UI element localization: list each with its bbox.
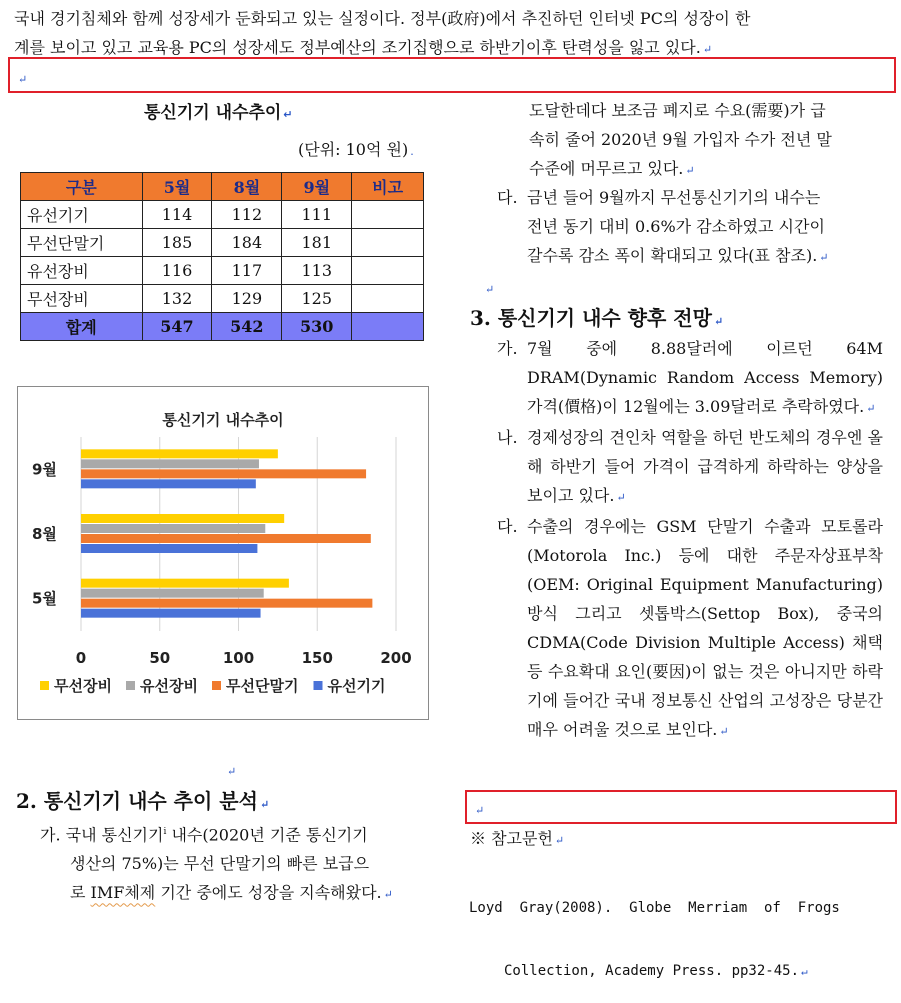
table-cell: 113 <box>282 257 352 285</box>
section-3-list <box>497 334 883 746</box>
intro-paragraph <box>14 4 886 64</box>
empty-paragraph-highlight[interactable] <box>465 790 897 824</box>
right-continuation: 도달한데다 보조금 폐지로 수요(需要)가 급 속히 줄어 2020년 9월 가입자 수가 전년 말 수준에 머무르고 있다. ↵ <box>529 96 883 185</box>
table-row <box>21 285 424 313</box>
table-cell: 125 <box>282 285 352 313</box>
legend-swatch <box>126 681 135 690</box>
x-tick-label: 100 <box>222 649 255 667</box>
table-cell <box>352 257 424 285</box>
table-row <box>21 229 424 257</box>
section-3-item-ga: 가. 7월 중에 8.88달러에 이르던 64M DRAM(Dynamic Random Access Memory) 가격(價格)이 12월에는 3.09달러로 추락하였다. ↵ <box>497 334 883 423</box>
table-cell: 542 <box>212 313 282 341</box>
table-cell: 합계 <box>21 313 143 341</box>
table-header-cell: 9월 <box>282 173 352 201</box>
list-marker: 가. <box>497 339 518 358</box>
table-total-row <box>21 313 424 341</box>
table-cell: 무선단말기 <box>21 229 143 257</box>
chart-title: 통신기기 내수추이 <box>162 411 284 429</box>
references-heading: ※ 참고문헌 ↵ <box>470 829 565 848</box>
chart-svg <box>18 387 428 719</box>
item-text: 기간 중에도 성장을 지속해왔다. <box>155 883 382 903</box>
x-tick-label: 200 <box>380 649 412 667</box>
table-title-text: 통신기기 내수추이 <box>144 103 282 123</box>
list-marker: 다. <box>497 517 518 536</box>
table-cell: 112 <box>212 201 282 229</box>
table-cell: 무선장비 <box>21 285 143 313</box>
item-body: 금년 들어 9월까지 무선통신기기의 내수는 전년 동기 대비 0.6%가 감소하였고 시간이 갈수록 감소 폭이 확대되고 있다(표 참조). ↵ <box>527 183 887 272</box>
table-cell: 185 <box>142 229 212 257</box>
table-row <box>21 257 424 285</box>
chart-bar <box>81 459 259 468</box>
section-3-heading-text: 3. 통신기기 내수 향후 전망 <box>470 306 712 330</box>
table-header-cell: 구분 <box>21 173 143 201</box>
legend-label: 무선단말기 <box>226 677 299 695</box>
chart-bar <box>81 609 261 618</box>
legend-label: 유선장비 <box>140 677 198 695</box>
table-cell: 181 <box>282 229 352 257</box>
table-cell: 114 <box>142 201 212 229</box>
reference-entry: Loyd Gray(2008). Globe Merriam of Frogs Collection, Academy Press. pp32-45. ↵ <box>469 900 840 979</box>
legend-swatch <box>212 681 221 690</box>
paragraph-mark-icon: ↵ <box>18 73 28 86</box>
bar-chart[interactable] <box>17 386 429 720</box>
table-cell: 129 <box>212 285 282 313</box>
chart-bar <box>81 479 256 488</box>
table-cell: 530 <box>282 313 352 341</box>
section-2-heading-text: 2. 통신기기 내수 추이 분석 <box>16 789 258 813</box>
y-category-label: 8월 <box>32 525 57 543</box>
section-2-heading: 2. 통신기기 내수 추이 분석 ↵ <box>16 789 270 813</box>
table-cell <box>352 229 424 257</box>
table-header-cell: 비고 <box>352 173 424 201</box>
list-marker: 다. <box>497 188 518 207</box>
section-3-item-na: 나. 경제성장의 견인차 역할을 하던 반도체의 경우엔 올해 하반기 들어 가격이 급격하게 하락하는 양상을 보이고 있다. ↵ <box>497 423 883 512</box>
item-text: 생산의 75%)는 무선 단말기의 빠른 보급으 <box>70 854 370 874</box>
table-cell <box>352 201 424 229</box>
item-text: 국내 통신기기 <box>65 825 164 845</box>
section-3-item-da: 다. 수출의 경우에는 GSM 단말기 수출과 모토롤라(Motorola Inc.) 등에 대한 주문자상표부착(OEM: Original Equipment Manufacturing) 방식 그리고 셋톱박스(Settop Box), 중국의 CDMA(Code Division Multiple Access) 채택 등 수요확대 요인(要因)이 없는 것은 아니지만 하락기에 들어간 국내 정보통신 산업의 고성장은 당분간 매우 어려울 것으로 보인다. ↵ <box>497 512 883 746</box>
y-category-label: 5월 <box>32 589 57 608</box>
spell-flagged-word: IMF체제 <box>90 883 156 903</box>
item-text: 전년 동기 대비 0.6%가 감소하였고 시간이 <box>527 217 825 236</box>
item-text: 7월 중에 8.88달러에 이르던 64M DRAM(Dynamic Random Access Memory) 가격(價格)이 12월에는 3.09달러로 추락하였다. <box>527 339 883 416</box>
paragraph-mark-icon: ↵ <box>485 283 495 296</box>
table-unit-text: (단위: 10억 원) <box>298 140 409 159</box>
chart-bar <box>81 449 278 458</box>
table-cell: 유선기기 <box>21 201 143 229</box>
item-text: 도달한데다 보조금 폐지로 수요(需要)가 급 <box>529 101 826 120</box>
table-cell: 116 <box>142 257 212 285</box>
table-cell: 117 <box>212 257 282 285</box>
reference-line: Loyd Gray(2008). Globe Merriam of Frogs <box>469 900 840 916</box>
item-text: 로 <box>70 883 91 903</box>
table-unit: (단위: 10억 원) . <box>298 140 414 159</box>
item-text: 금년 들어 9월까지 무선통신기기의 내수는 <box>527 188 821 207</box>
intro-line-2: 계를 보이고 있고 교육용 PC의 성장세도 정부예산의 조기집행으로 하반기이후 탄력성을 잃고 있다. <box>14 38 701 57</box>
y-category-label: 9월 <box>32 460 57 479</box>
chart-bar <box>81 534 371 543</box>
table-cell <box>352 285 424 313</box>
item-text: 경제성장의 견인차 역할을 하던 반도체의 경우엔 올해 하반기 들어 가격이 급격하게 하락하는 양상을 보이고 있다. <box>527 428 883 505</box>
intro-line-1: 국내 경기침체와 함께 성장세가 둔화되고 있는 실정이다. 정부(政府)에서 추진하던 인터넷 PC의 성장이 한 <box>14 9 751 28</box>
x-tick-label: 50 <box>149 649 171 667</box>
table-cell: 111 <box>282 201 352 229</box>
item-text-line: 로 IMF체제 기간 중에도 성장을 지속해왔다. ↵ <box>70 883 393 903</box>
chart-bar <box>81 599 372 608</box>
x-tick-label: 150 <box>301 649 333 667</box>
list-marker: 가. <box>40 825 61 845</box>
reference-line: Collection, Academy Press. pp32-45. <box>504 963 800 979</box>
paragraph-mark-icon: ↵ <box>475 804 485 817</box>
footnote-ref[interactable]: i <box>163 827 167 837</box>
references-heading-text: ※ 참고문헌 <box>470 829 553 848</box>
chart-bar <box>81 469 366 478</box>
empty-paragraph-highlight[interactable] <box>8 57 896 93</box>
section-3-heading: 3. 통신기기 내수 향후 전망 ↵ <box>470 306 724 330</box>
legend-swatch <box>314 681 323 690</box>
table-title: 통신기기 내수추이 ↵ <box>144 103 293 123</box>
table-header-row <box>21 173 424 201</box>
right-item-da-1 <box>497 183 887 272</box>
list-marker: 나. <box>497 428 518 447</box>
legend-label: 무선장비 <box>54 677 112 695</box>
chart-bar <box>81 524 265 533</box>
table-cell: 547 <box>142 313 212 341</box>
table-row <box>21 201 424 229</box>
table-cell: 184 <box>212 229 282 257</box>
legend-label: 유선기기 <box>327 677 386 695</box>
chart-bar <box>81 514 284 523</box>
table-header-cell: 5월 <box>142 173 212 201</box>
table-cell: 132 <box>142 285 212 313</box>
chart-bar <box>81 544 257 553</box>
legend-swatch <box>40 681 49 690</box>
chart-bar <box>81 589 264 598</box>
table-header-cell: 8월 <box>212 173 282 201</box>
paragraph-mark-icon: ↵ <box>702 43 713 56</box>
item-text: 내수(2020년 기준 통신기기 <box>166 825 368 845</box>
item-text: 수출의 경우에는 GSM 단말기 수출과 모토롤라(Motorola Inc.) 등에 대한 주문자상표부착(OEM: Original Equipment Manufacturing) 방식 그리고 셋톱박스(Settop Box), 중국의 CDMA(Code Division Multiple Access) 채택 등 수요확대 요인(要因)이 없는 것은 아니지만 하락기에 들어간 국내 정보통신 산업의 고성장은 당분간 매우 어려울 것으로 보인다. <box>527 517 883 739</box>
item-text: 갈수록 감소 폭이 확대되고 있다(표 참조). <box>527 246 818 265</box>
item-text: 속히 줄어 2020년 9월 가입자 수가 전년 말 <box>529 130 832 149</box>
table-cell: 유선장비 <box>21 257 143 285</box>
x-tick-label: 0 <box>75 649 87 667</box>
data-table <box>20 172 424 341</box>
chart-bar <box>81 579 289 588</box>
table-cell <box>352 313 424 341</box>
item-text: 수준에 머무르고 있다. <box>529 159 684 178</box>
paragraph-mark-icon: ↵ <box>227 765 237 778</box>
section-2-item-ga <box>40 818 440 909</box>
